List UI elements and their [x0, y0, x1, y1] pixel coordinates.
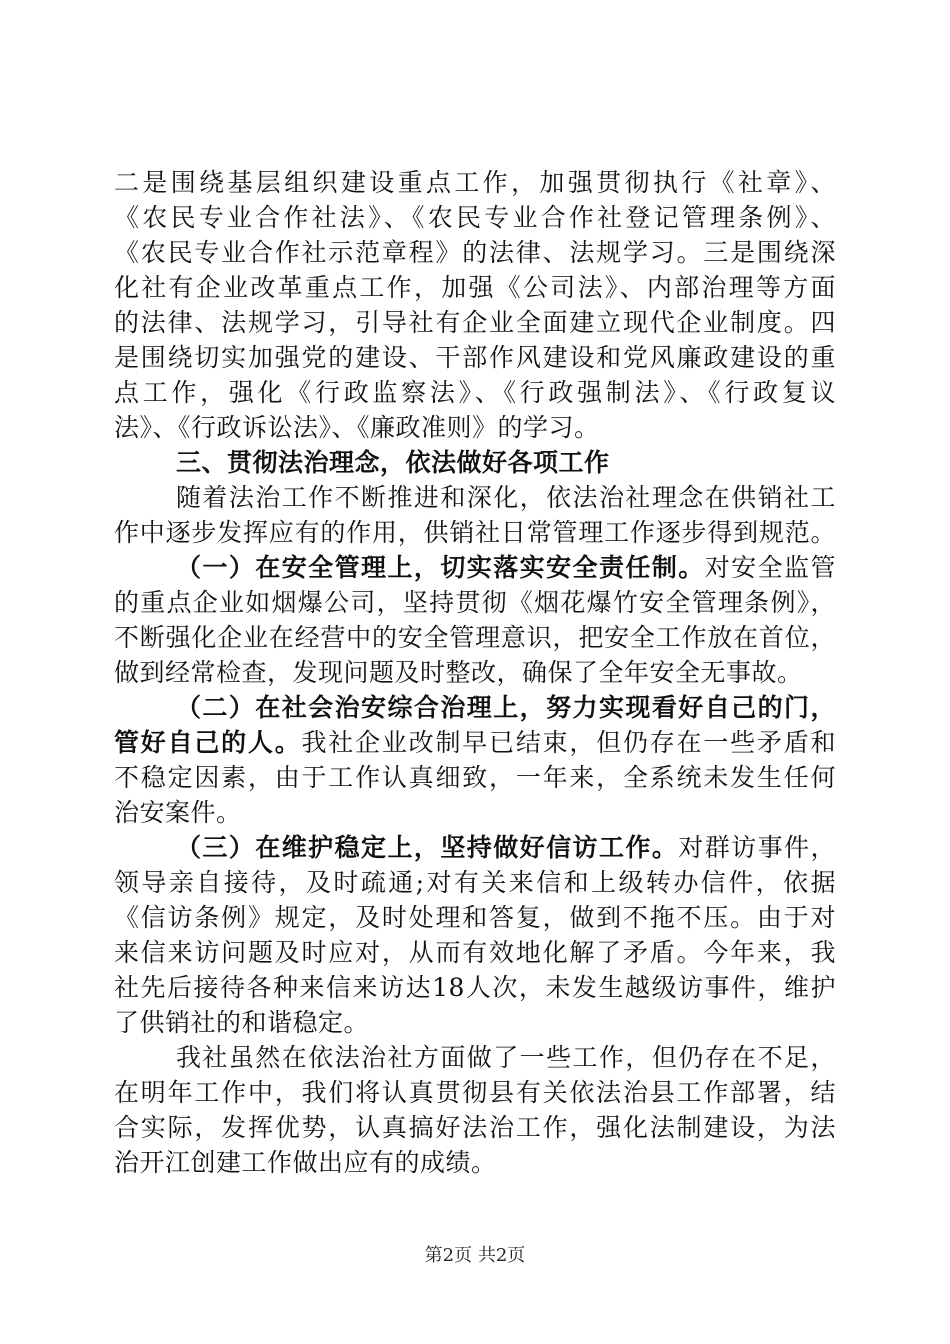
paragraph-line: 我社虽然在依法治社方面做了一些工作，但仍存在不足，	[176, 1043, 836, 1072]
paragraph-line: 化社有企业改革重点工作，加强《公司法》、内部治理等方面	[114, 273, 836, 302]
paragraph-line: 治开江创建工作做出应有的成绩。	[114, 1148, 497, 1177]
paragraph-line: 作中逐步发挥应有的作用，供销社日常管理工作逐步得到规范。	[114, 518, 836, 547]
paragraph-line: 《农民专业合作社示范章程》的法律、法规学习。三是围绕深	[114, 238, 836, 267]
paragraph-line: 《信访条例》规定，及时处理和答复，做到不拖不压。由于对	[114, 903, 836, 932]
paragraph-line: 了供销社的和谐稳定。	[114, 1008, 370, 1037]
paragraph-line: 法》、《行政诉讼法》、《廉政准则》的学习。	[114, 413, 600, 442]
paragraph-line: 治安案件。	[114, 798, 242, 827]
section-heading: 三、贯彻法治理念，依法做好各项工作	[176, 448, 610, 477]
paragraph-text: 对安全监管	[704, 553, 836, 582]
subheading-line: （二）在社会治安综合治理上，努力实现看好自己的门，	[176, 693, 836, 722]
paragraph-line: 合实际，发挥优势，认真搞好法治工作，强化法制建设，为法	[114, 1113, 836, 1142]
paragraph-text: 我社企业改制早已结束，但仍存在一些矛盾和	[301, 728, 836, 757]
paragraph-line: 做到经常检查，发现问题及时整改，确保了全年安全无事故。	[114, 658, 803, 687]
paragraph-line: 的法律、法规学习，引导社有企业全面建立现代企业制度。四	[114, 308, 836, 337]
paragraph-line: 在明年工作中，我们将认真贯彻县有关依法治县工作部署，结	[114, 1078, 836, 1107]
paragraph-text: 对群访事件，	[678, 833, 836, 862]
paragraph-line: 的重点企业如烟爆公司，坚持贯彻《烟花爆竹安全管理条例》，	[114, 588, 836, 617]
subheading-text: （一）在安全管理上，切实落实安全责任制。	[176, 553, 705, 582]
subheading-line	[176, 553, 836, 583]
paragraph-line: 随着法治工作不断推进和深化，依法治社理念在供销社工	[176, 483, 836, 512]
paragraph-line: 《农民专业合作社法》、《农民专业合作社登记管理条例》、	[114, 203, 836, 232]
paragraph-line: 不稳定因素，由于工作认真细致，一年来，全系统未发生任何	[114, 763, 836, 792]
paragraph-line: 社先后接待各种来信来访达18人次，未发生越级访事件，维护	[114, 973, 836, 1002]
paragraph-line: 点工作，强化《行政监察法》、《行政强制法》、《行政复议	[114, 378, 836, 407]
subheading-text: 管好自己的人。	[114, 728, 302, 757]
subheading-line	[114, 728, 836, 758]
paragraph-line: 领导亲自接待，及时疏通;对有关来信和上级转办信件，依据	[114, 868, 836, 897]
page-number-footer: 第2页 共2页	[424, 1245, 526, 1266]
paragraph-line: 二是围绕基层组织建设重点工作，加强贯彻执行《社章》、	[114, 168, 836, 197]
paragraph-line: 是围绕切实加强党的建设、干部作风建设和党风廉政建设的重	[114, 343, 836, 372]
paragraph-line: 来信来访问题及时应对，从而有效地化解了矛盾。今年来，我	[114, 938, 836, 967]
subheading-line	[176, 833, 836, 863]
paragraph-line: 不断强化企业在经营中的安全管理意识，把安全工作放在首位，	[114, 623, 836, 652]
subheading-text: （三）在维护稳定上，坚持做好信访工作。	[176, 833, 679, 862]
